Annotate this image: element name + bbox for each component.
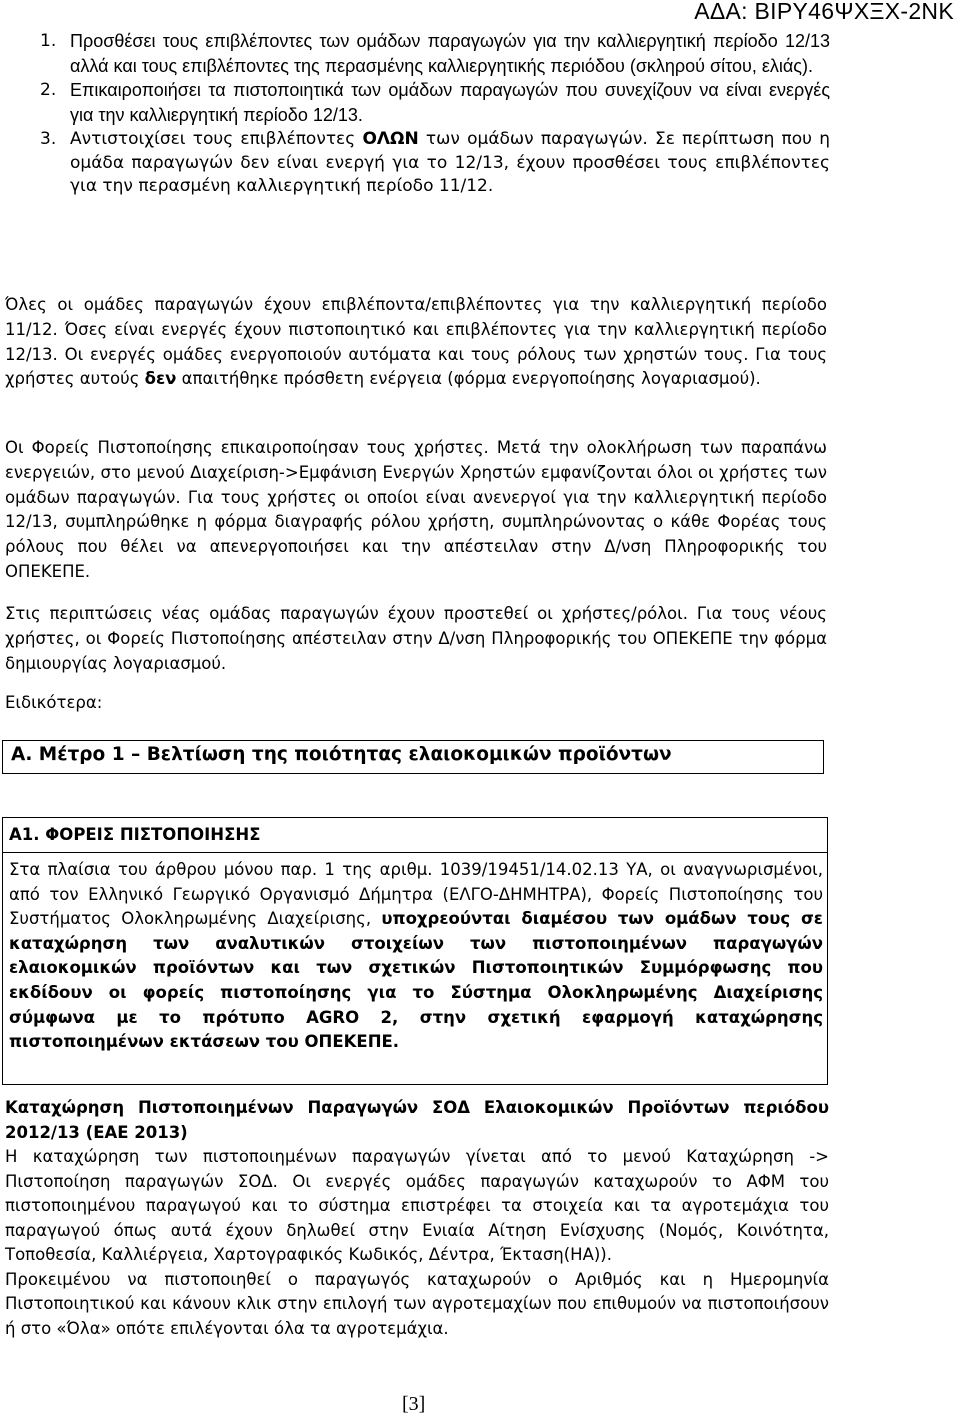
list-text: Αντιστοιχίσει τους επιβλέποντες — [70, 129, 363, 149]
registration-section — [5, 1096, 829, 1341]
registration-heading: Καταχώρηση Πιστοποιημένων Παραγωγών ΣΟΔ Ελαιοκομικών Προϊόντων περιόδου 2012/13 (ΕΑΕ 2013) — [5, 1098, 829, 1142]
subsection-heading: Α1. ΦΟΡΕΙΣ ΠΙΣΤΟΠΟΙΗΣΗΣ — [9, 825, 261, 844]
page-number: [3] — [402, 1393, 426, 1415]
boxed-paragraph — [2, 853, 828, 1085]
document-code: ΑΔΑ: ΒΙΡΥ46ΨΧΞΧ-2ΝΚ — [694, 0, 954, 24]
list-number: 3. — [40, 129, 57, 149]
paragraph — [5, 691, 827, 716]
section-heading-box — [2, 740, 824, 774]
list-item — [40, 79, 830, 128]
section-heading: Α. Μέτρο 1 – Βελτίωση της ποιότητας ελαιοκομικών προϊόντων — [11, 744, 672, 765]
paragraph-bold: δεν — [144, 369, 177, 389]
list-number: 1. — [40, 31, 57, 51]
list-item — [40, 128, 830, 199]
paragraph — [5, 293, 827, 392]
list-number: 2. — [40, 80, 57, 100]
list-text: των ομάδων παραγωγών. Σε περίπτωση που η ομάδα παραγωγών δεν είναι ενεργή για το 12/13, έχουν προσθέσει τους επιβλέποντες για την περασμένη καλλιεργητική περίοδο 11/12. — [70, 129, 830, 196]
paragraph-text: Στις περιπτώσεις νέας ομάδας παραγωγών έχουν προστεθεί οι χρήστες/ρόλοι. Για τους νέους χρήστες, οι Φορείς Πιστοποίησης απέστειλαν στην Δ/νση Πληροφορικής του ΟΠΕΚΕΠΕ την φόρμα δημιουργίας λογαριασμού. — [5, 604, 827, 673]
paragraph — [5, 436, 827, 585]
subsection-heading-box — [2, 817, 828, 853]
paragraph-text: Οι Φορείς Πιστοποίησης επικαιροποίησαν τους χρήστες. Μετά την ολοκλήρωση των παραπάνω ενεργειών, στο μενού Διαχείριση->Εμφάνιση Ενεργών Χρηστών εμφανίζονται όλοι οι χρήστες των ομάδων παραγωγών. Για τους χρήστες οι οποίοι είναι ανενεργοί για την καλλιεργητική περίοδο 12/13, συμπληρώθηκε η φόρμα διαγραφής ρόλου χρήστη, συμπληρώνοντας ο κάθε Φορέας τους ρόλους που θέλει να απενεργοποιήσει και την απέστειλαν στην Δ/νση Πληροφορικής του ΟΠΕΚΕΠΕ. — [5, 438, 827, 581]
list-item — [40, 30, 830, 79]
registration-text: Προκειμένου να πιστοποιηθεί ο παραγωγός καταχωρούν ο Αριθμός και η Ημερομηνία Πιστοποιητικού και κάνουν κλικ στην επιλογή των αγροτεμαχίων που επιθυμούν να πιστοποιήσουν ή στο «Όλα» οπότε επιλέγονται όλα τα αγροτεμάχια. — [5, 1269, 829, 1338]
paragraph-text: απαιτήθηκε πρόσθετη ενέργεια (φόρμα ενεργοποίησης λογαριασμού). — [176, 369, 761, 389]
list-text: Προσθέσει τους επιβλέποντες των ομάδων παραγωγών για την καλλιεργητική περίοδο 12/13 αλλά και τους επιβλέποντες της περασμένης καλλιεργητικής περιόδου (σκληρού σίτου, ελιάς). — [70, 31, 830, 76]
list-text-bold: ΟΛΩΝ — [362, 129, 419, 149]
paragraph-text: Όλες οι ομάδες παραγωγών έχουν επιβλέποντα/επιβλέποντες για την καλλιεργητική περίοδο 11/12. Όσες είναι ενεργές έχουν πιστοποιητικό και επιβλέποντες για την καλλιεργητική περίοδο 12/13. Οι ενεργές ομάδες ενεργοποιούν αυτόματα και τους ρόλους των χρηστών τους. Για τους χρήστες αυτούς — [5, 295, 827, 389]
paragraph — [5, 602, 827, 676]
registration-text: Η καταχώρηση των πιστοποιημένων παραγωγών γίνεται από το μενού Καταχώρηση -> Πιστοποίηση παραγωγών ΣΟΔ. Οι ενεργές ομάδες παραγωγών καταχωρούν το ΑΦΜ του πιστοποιημένου παραγωγού και το σύστημα επιστρέφει τα στοιχεία και τα αγροτεμάχια του παραγωγού όπως αυτά έχουν δηλωθεί στην Ενιαία Αίτηση Ενίσχυσης (Νομός, Κοινότητα, Τοποθεσία, Καλλιέργεια, Χαρτογραφικός Κωδικός, Δέντρα, Έκταση(HA)). — [5, 1147, 829, 1264]
paragraph-text: Ειδικότερα: — [5, 693, 103, 712]
boxed-text-bold: υποχρεούνται διαμέσου των ομάδων τους σε καταχώρηση των αναλυτικών στοιχείων των πιστοποιημένων παραγωγών ελαιοκομικών προϊόντων και των σχετικών Πιστοποιητικών Συμμόρφωσης που εκδίδουν οι φορείς πιστοποίησης για το Σύστημα Ολοκληρωμένης Διαχείρισης σύμφωνα με το πρότυπο AGRO 2, στην σχετική εφαρμογή καταχώρησης πιστοποιημένων εκτάσεων του ΟΠΕΚΕΠΕ. — [9, 909, 823, 1052]
list-text: Επικαιροποιήσει τα πιστοποιητικά των ομάδων παραγωγών που συνεχίζουν να είναι ενεργές για την καλλιεργητική περίοδο 12/13. — [70, 80, 830, 125]
boxed-text: Στα πλαίσια του άρθρου μόνου παρ. 1 της αριθμ. 1039/19451/14.02.13 ΥΑ, οι αναγνωρισμένοι, από τον Ελληνικό Γεωργικό Οργανισμό Δήμητρα (ΕΛΓΟ-ΔΗΜΗΤΡΑ), Φορείς Πιστοποίησης του Συστήματος Ολοκληρωμένης Διαχείρισης, — [9, 860, 823, 929]
numbered-list — [40, 30, 830, 199]
